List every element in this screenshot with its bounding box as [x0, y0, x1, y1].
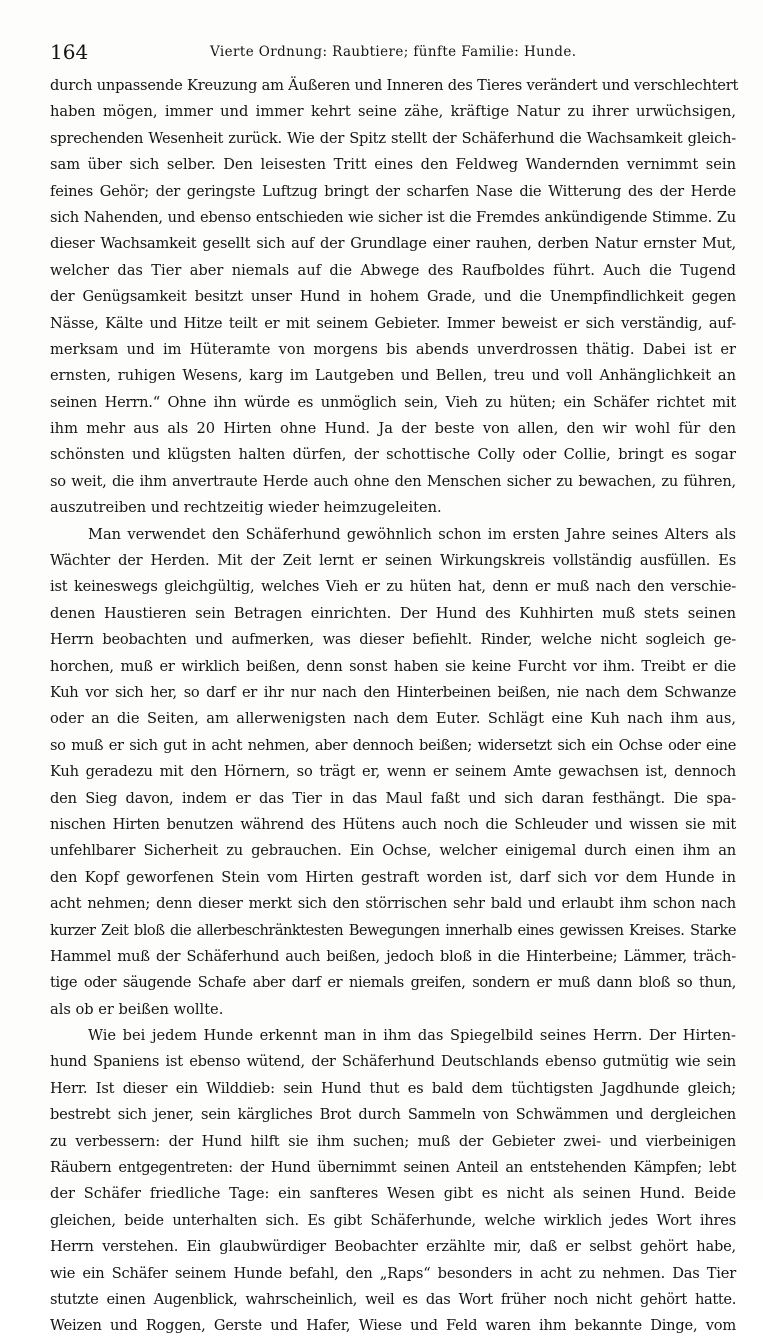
text-line: Weizen und Roggen, Gerste und Hafer, Wiese und Feld waren ihm bekannte Dinge, vom [50, 1317, 736, 1335]
text-line: Herrn verstehen. Ein glaubwürdiger Beobachter erzählte mir, daß er selbst gehört habe, [50, 1238, 736, 1256]
text-line: zu verbessern: der Hund hilft sie ihm suchen; muß der Gebieter zwei- und vierbeinigen [50, 1132, 736, 1150]
text-line: feines Gehör; der geringste Luftzug bringt der scharfen Nase die Witterung des der Herde [50, 182, 736, 200]
text-line: bestrebt sich jener, sein kärgliches Brot durch Sammeln von Schwämmen und dergleichen [50, 1106, 736, 1124]
running-title: Vierte Ordnung: Raubtiere; fünfte Familie: Hunde. [210, 44, 577, 60]
text-line: den Sieg davon, indem er das Tier in das Maul faßt und sich daran festhängt. Die spa- [50, 789, 736, 807]
text-line: so muß er sich gut in acht nehmen, aber dennoch beißen; widersetzt sich ein Ochse oder eine [50, 736, 736, 754]
text-line: dieser Wachsamkeit gesellt sich auf der Grundlage einer rauhen, derben Natur ernster Mut, [50, 235, 736, 253]
body-text [50, 73, 739, 1340]
page-number: 164 [50, 40, 89, 64]
text-line: kurzer Zeit bloß die allerbeschränktesten Bewegungen innerhalb eines gewissen Kreises. Starke [50, 921, 736, 939]
text-line: sprechenden Wesenheit zurück. Wie der Spitz stellt der Schäferhund die Wachsamkeit gleich- [50, 129, 736, 147]
text-line: der Schäfer friedliche Tage: ein sanfteres Wesen gibt es nicht als seinen Hund. Beide [50, 1185, 736, 1203]
text-line: unfehlbarer Sicherheit zu gebrauchen. Ein Ochse, welcher einigemal durch einen ihm an [50, 842, 736, 860]
text-line: sich Nahenden, und ebenso entschieden wie sicher ist die Fremdes ankündigende Stimme. Zu [50, 208, 736, 226]
text-line: Räubern entgegentreten: der Hund übernimmt seinen Anteil an entstehenden Kämpfen; lebt [50, 1159, 736, 1177]
text-line: haben mögen, immer und immer kehrt seine zähe, kräftige Natur zu ihrer urwüchsigen, [50, 103, 736, 121]
text-line: ernsten, ruhigen Wesens, karg im Lautgeben und Bellen, treu und voll Anhänglichkeit an [50, 367, 736, 385]
paragraph [50, 1023, 736, 1340]
text-line: denen Haustieren sein Betragen einrichten. Der Hund des Kuhhirten muß stets seinen [50, 604, 736, 622]
text-line: Hammel muß der Schäferhund auch beißen, jedoch bloß in die Hinterbeine; Lämmer, träch- [50, 947, 736, 965]
text-line: Herr. Ist dieser ein Wilddieb: sein Hund thut es bald dem tüchtigsten Jagdhunde gleich; [50, 1079, 736, 1097]
paragraph [50, 73, 739, 522]
text-line: Herrn beobachten und aufmerken, was dieser befiehlt. Rinder, welche nicht sogleich ge- [50, 631, 736, 649]
text-line: Wächter der Herden. Mit der Zeit lernt er seinen Wirkungskreis vollständig ausfüllen. Es [50, 552, 736, 570]
text-line: stutzte einen Augenblick, wahrscheinlich, weil es das Wort früher noch nicht gehört hatte. [50, 1290, 736, 1308]
text-line: ihm mehr aus als 20 Hirten ohne Hund. Ja der beste von allen, den wir wohl für den [50, 420, 736, 438]
text-line: gleichen, beide unterhalten sich. Es gibt Schäferhunde, welche wirklich jedes Wort ihres [50, 1211, 736, 1229]
text-line: oder an die Seiten, am allerwenigsten nach dem Euter. Schlägt eine Kuh nach ihm aus, [50, 710, 736, 728]
text-line: horchen, muß er wirklich beißen, denn sonst haben sie keine Furcht vor ihm. Treibt er die [50, 657, 736, 675]
text-line: Kuh vor sich her, so darf er ihr nur nach den Hinterbeinen beißen, nie nach dem Schwanze [50, 683, 736, 701]
paragraph [50, 522, 736, 1023]
text-line: Wie bei jedem Hunde erkennt man in ihm das Spiegelbild seines Herrn. Der Hirten- [88, 1027, 736, 1045]
text-line: durch unpassende Kreuzung am Äußeren und Inneren des Tieres verändert und verschlechtert [50, 77, 739, 94]
text-line: auszutreiben und rechtzeitig wieder heimzugeleiten. [50, 499, 442, 517]
text-line: tige oder säugende Schafe aber darf er niemals greifen, sondern er muß dann bloß so thun, [50, 974, 736, 992]
text-line: schönsten und klügsten halten dürfen, der schottische Colly oder Collie, bringt es sogar [50, 446, 736, 464]
text-line: nischen Hirten benutzen während des Hütens auch noch die Schleuder und wissen sie mit [50, 815, 736, 833]
text-line: hund Spaniens ist ebenso wütend, der Schäferhund Deutschlands ebenso gutmütig wie sein [50, 1053, 736, 1071]
text-line: den Kopf geworfenen Stein vom Hirten gestraft worden ist, darf sich vor dem Hunde in [50, 868, 736, 886]
text-line: seinen Herrn.“ Ohne ihn würde es unmöglich sein, Vieh zu hüten; ein Schäfer richtet mit [50, 393, 736, 411]
text-line: welcher das Tier aber niemals auf die Abwege des Raufboldes führt. Auch die Tugend [50, 261, 736, 279]
running-head [50, 40, 736, 64]
text-line: ist keineswegs gleichgültig, welches Vieh er zu hüten hat, denn er muß nach den verschie- [50, 578, 736, 596]
text-line: merksam und im Hüteramte von morgens bis abends unverdrossen thätig. Dabei ist er [50, 340, 736, 358]
text-line: der Genügsamkeit besitzt unser Hund in hohem Grade, und die Unempfindlichkeit gegen [50, 288, 736, 306]
text-line: so weit, die ihm anvertraute Herde auch ohne den Menschen sicher zu bewachen, zu führen, [50, 472, 736, 490]
text-line: sam über sich selber. Den leisesten Tritt eines den Feldweg Wandernden vernimmt sein [50, 156, 736, 174]
text-line: acht nehmen; denn dieser merkt sich den störrischen sehr bald und erlaubt ihm schon nach [50, 895, 736, 913]
text-line: wie ein Schäfer seinem Hunde befahl, den „Raps“ besonders in acht zu nehmen. Das Tier [50, 1264, 736, 1282]
text-line: Man verwendet den Schäferhund gewöhnlich schon im ersten Jahre seines Alters als [88, 525, 736, 543]
text-line: Nässe, Kälte und Hitze teilt er mit seinem Gebieter. Immer beweist er sich verständig, auf- [50, 314, 736, 332]
text-line: als ob er beißen wollte. [50, 1000, 224, 1018]
text-line: Kuh geradezu mit den Hörnern, so trägt er, wenn er seinem Amte gewachsen ist, dennoch [50, 763, 736, 781]
